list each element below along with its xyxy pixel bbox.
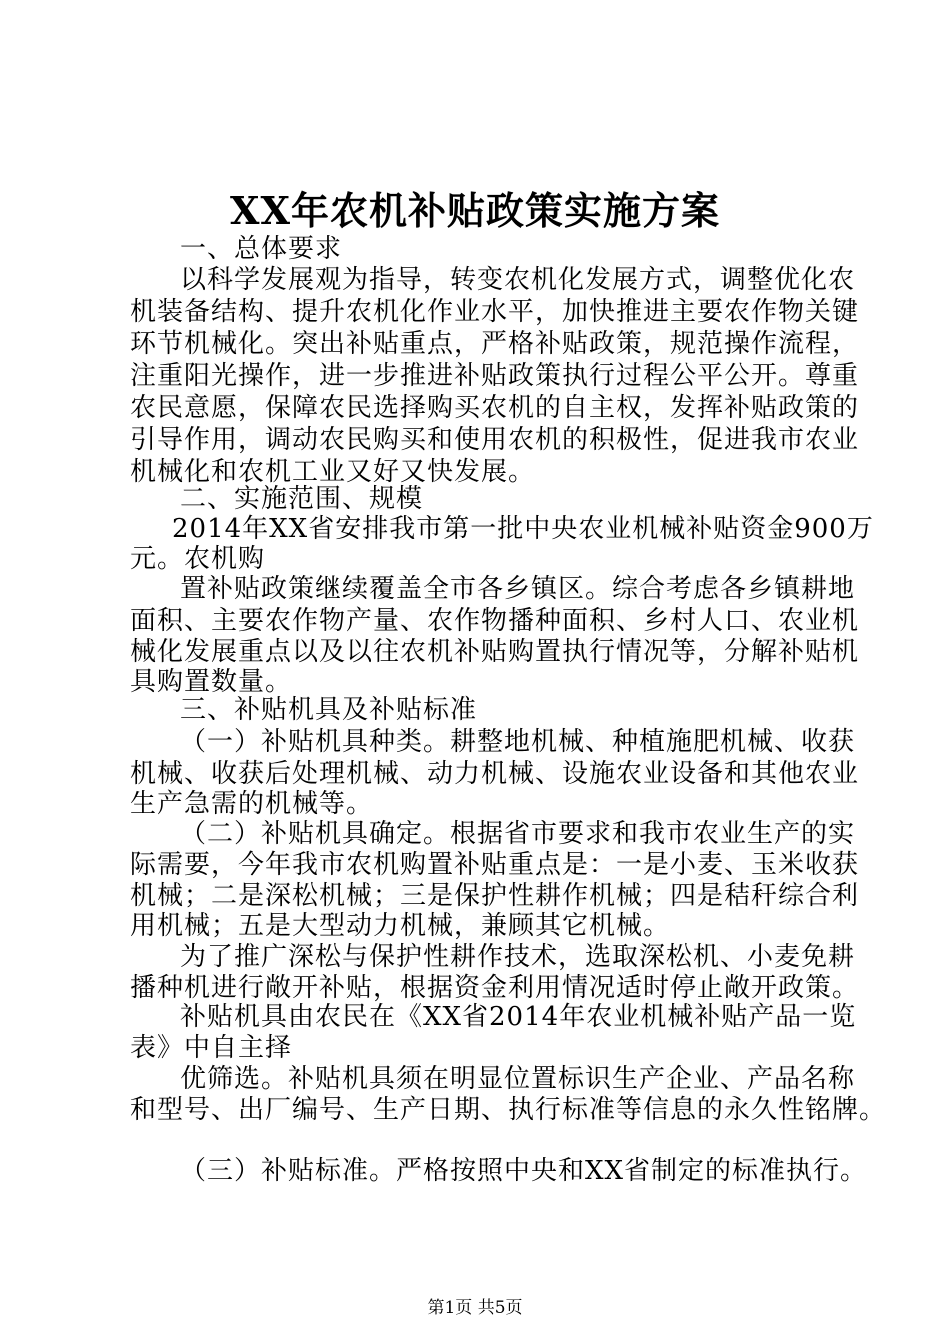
text-line: 为了推广深松与保护性耕作技术，选取深松机、小麦免耕 <box>180 942 856 972</box>
text-line: 际需要，今年我市农机购置补贴重点是：一是小麦、玉米收获 <box>130 850 860 880</box>
text-line: 三、补贴机具及补贴标准 <box>180 695 478 725</box>
text-line: 引导作用，调动农民购买和使用农机的积极性，促进我市农业 <box>130 425 860 455</box>
text-line: 机械、收获后处理机械、动力机械、设施农业设备和其他农业 <box>130 759 860 789</box>
text-line: 以科学发展观为指导，转变农机化发展方式，调整优化农 <box>180 265 856 295</box>
text-line: 表》中自主择 <box>130 1033 293 1063</box>
text-line: 机械化和农机工业又好又快发展。 <box>130 457 536 487</box>
text-line: 用机械；五是大型动力机械，兼顾其它机械。 <box>130 911 671 941</box>
text-line: （二）补贴机具确定。根据省市要求和我市农业生产的实 <box>180 819 856 849</box>
text-line: 具购置数量。 <box>130 667 293 697</box>
text-line: 元。农机购 <box>130 544 266 574</box>
document-title: XX年农机补贴政策实施方案 <box>230 188 720 233</box>
text-line: 播种机进行敞开补贴，根据资金利用情况适时停止敞开政策。 <box>130 973 860 1003</box>
text-line: 机械；二是深松机械；三是保护性耕作机械；四是秸秆综合利 <box>130 881 860 911</box>
text-line: 机装备结构、提升农机化作业水平，加快推进主要农作物关键 <box>130 297 860 327</box>
text-line: 二、实施范围、规模 <box>180 484 424 514</box>
text-line: 械化发展重点以及以往农机补贴购置执行情况等，分解补贴机 <box>130 637 860 667</box>
text-line: 注重阳光操作，进一步推进补贴政策执行过程公平公开。尊重 <box>130 361 860 391</box>
text-line: 置补贴政策继续覆盖全市各乡镇区。综合考虑各乡镇耕地 <box>180 574 856 604</box>
text-line: 面积、主要农作物产量、农作物播种面积、乡村人口、农业机 <box>130 606 860 636</box>
text-line: 2014年XX省安排我市第一批中央农业机械补贴资金900万 <box>172 514 874 544</box>
text-line: 补贴机具由农民在《XX省2014年农业机械补贴产品一览 <box>180 1002 857 1032</box>
text-line: 优筛选。补贴机具须在明显位置标识生产企业、产品名称 <box>180 1064 856 1094</box>
text-line: （一）补贴机具种类。耕整地机械、种植施肥机械、收获 <box>180 727 856 757</box>
text-line: 生产急需的机械等。 <box>130 789 374 819</box>
text-line: 农民意愿，保障农民选择购买农机的自主权，发挥补贴政策的 <box>130 393 860 423</box>
text-line: （三）补贴标准。严格按照中央和XX省制定的标准执行。 <box>180 1156 868 1186</box>
page-number: 第1页 共5页 <box>427 1298 523 1318</box>
text-line: 环节机械化。突出补贴重点，严格补贴政策，规范操作流程， <box>130 329 860 359</box>
text-line: 和型号、出厂编号、生产日期、执行标准等信息的永久性铭牌。 <box>130 1095 887 1125</box>
text-line: 一、总体要求 <box>180 234 343 264</box>
